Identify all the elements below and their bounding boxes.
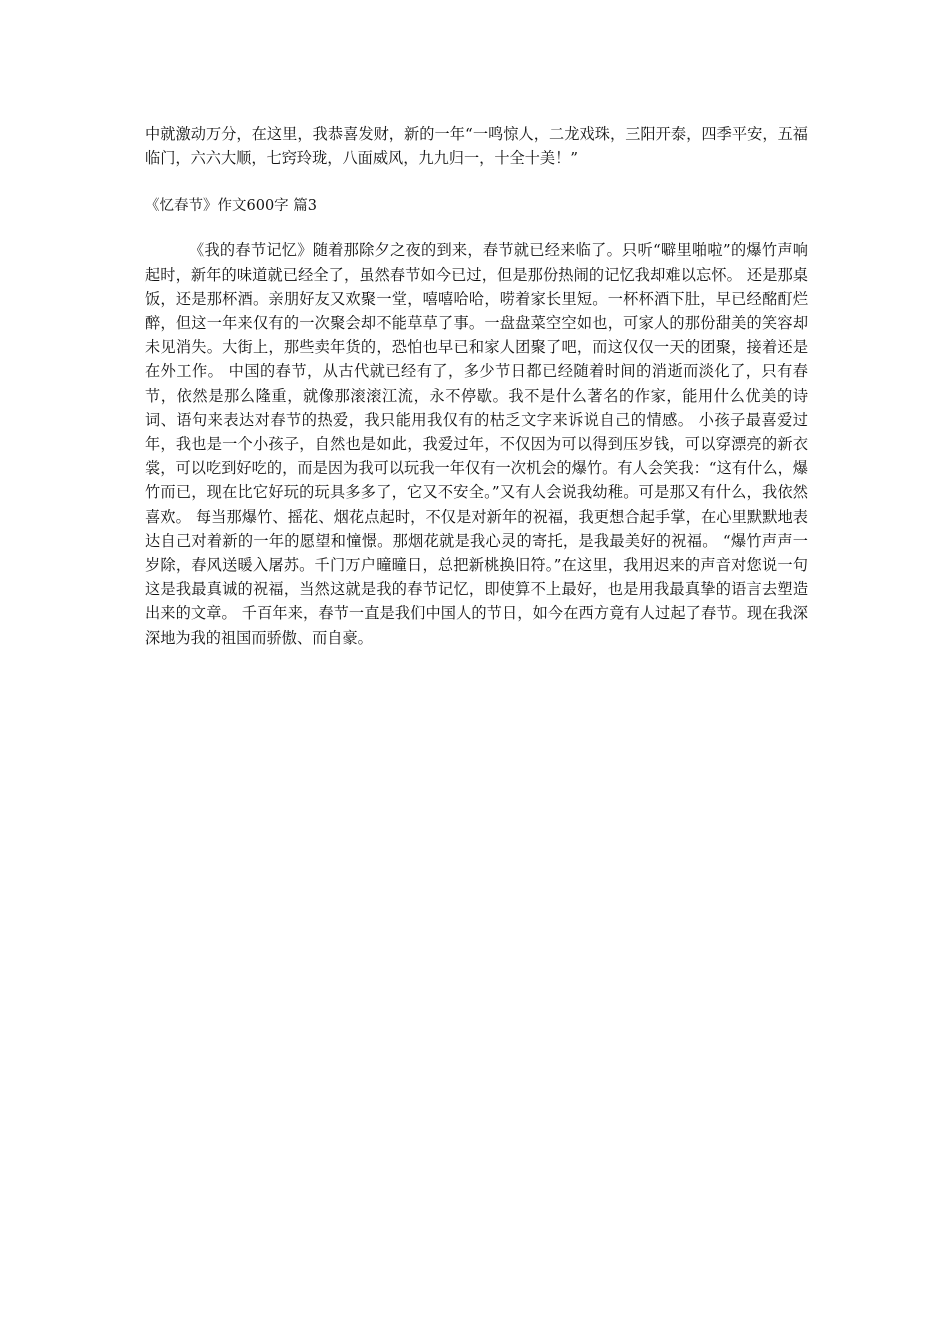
body-paragraph: 《我的春节记忆》随着那除夕之夜的到来，春节就已经来临了。只听“噼里啪啦”的爆竹声响起时，新年的味道就已经全了，虽然春节如今已过，但是那份热闹的记忆我却难以忘怀。 还是那桌饭，还是那杯酒。亲朋好友又欢聚一堂，嘻嘻哈哈，唠着家长里短。一杯杯酒下肚，早已经酩酊烂醉，但这一年来仅有的一次聚会却不能草草了事。一盘盘菜空空如也，可家人的那份甜美的笑容却未见消失。大街上，那些卖年货的，恐怕也早已和家人团聚了吧，而这仅仅一天的团聚，接着还是在外工作。 中国的春节，从古代就已经有了，多少节日都已经随着时间的消逝而淡化了，只有春节，依然是那么隆重，就像那滚滚江流，永不停歇。我不是什么著名的作家，能用什么优美的诗词、语句来表达对春节的热爱，我只能用我仅有的枯乏文字来诉说自己的情感。 小孩子最喜爱过年，我也是一个小孩子，自然也是如此，我爱过年，不仅因为可以得到压岁钱，可以穿漂亮的新衣裳，可以吃到好吃的，而是因为我可以玩我一年仅有一次机会的爆竹。有人会笑我：“这有什么，爆竹而已，现在比它好玩的玩具多多了，它又不安全。”又有人会说我幼稚。可是那又有什么，我依然喜欢。 每当那爆竹、摇花、烟花点起时，不仅是对新年的祝福，我更想合起手掌，在心里默默地表达自己对着新的一年的愿望和憧憬。那烟花就是我心灵的寄托，是我最美好的祝福。 “爆竹声声一岁除，春风送暖入屠苏。千门万户曈曈日，总把新桃换旧符。”在这里，我用迟来的声音对您说一句这是我最真诚的祝福，当然这就是我的春节记忆，即使算不上最好，也是用我最真挚的语言去塑造出来的文章。 千百年来，春节一直是我们中国人的节日，如今在西方竟有人过起了春节。现在我深深地为我的祖国而骄傲、而自豪。 [145,241,808,647]
section-title: 《忆春节》作文600字 篇3 [145,198,318,215]
continued-paragraph: 中就激动万分，在这里，我恭喜发财，新的一年“一鸣惊人，二龙戏珠，三阳开泰，四季平安，五福临门，六六大顺，七窍玲珑，八面威风，九九归一，十全十美！” [145,125,808,168]
document-page [145,122,808,650]
